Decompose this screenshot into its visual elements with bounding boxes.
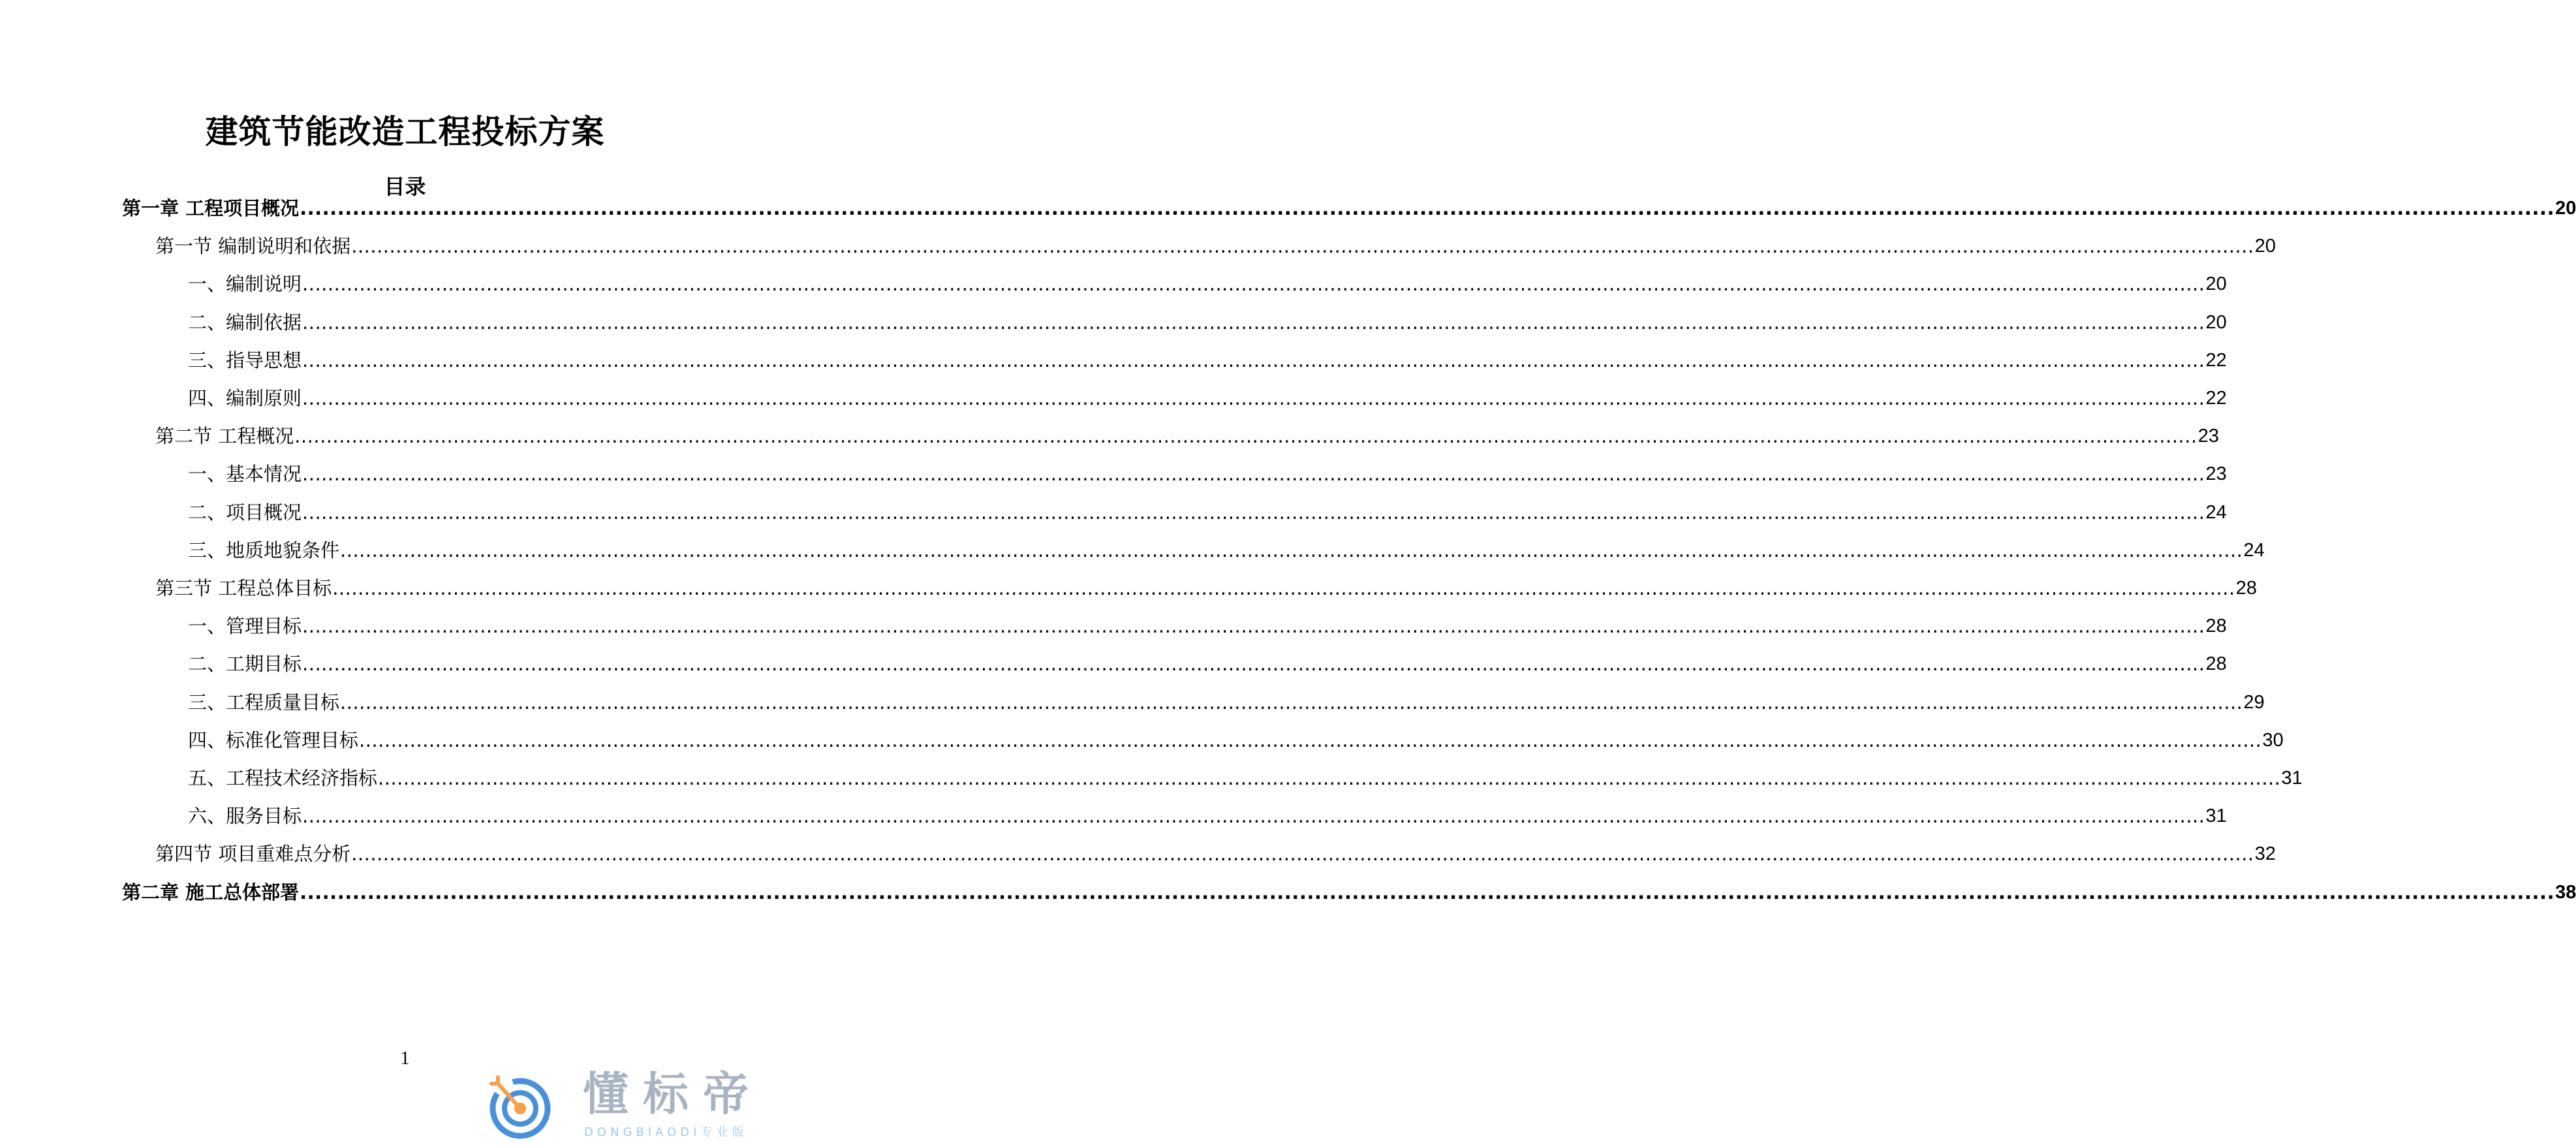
watermark-logo — [486, 1064, 793, 1145]
toc-entry-label: 四、编制原则 — [188, 387, 302, 409]
toc-dot-leader: ............................................................................................................................................................................................................................................................................................................ — [302, 463, 2205, 486]
toc-dot-leader: ............................................................................................................................................................................................................................................................................................................ — [302, 615, 2205, 638]
toc-entry-page: 22 — [2205, 388, 2227, 409]
toc-entry[interactable] — [188, 534, 2265, 563]
toc-entry-label: 第三节 工程总体目标 — [155, 577, 332, 599]
toc-entry-label: 二、编制依据 — [188, 311, 302, 334]
toc-dot-leader: ............................................................................................................................................................................................................................................................................................................ — [302, 349, 2205, 371]
toc-heading: 目录 — [384, 174, 426, 199]
toc-dot-leader: ............................................................................................................................................................................................................................................................................................................ — [351, 843, 2254, 866]
toc-entry-page: 22 — [2205, 349, 2227, 371]
toc-dot-leader: ............................................................................................................................................................................................................................................................................................................ — [302, 387, 2205, 409]
toc-entry-page: 23 — [2205, 463, 2227, 485]
toc-entry[interactable] — [155, 230, 2276, 259]
toc-entry-label: 三、工程质量目标 — [188, 691, 340, 714]
toc-entry-page: 28 — [2205, 653, 2227, 675]
toc-entry-label: 一、管理目标 — [188, 615, 302, 638]
toc-entry[interactable] — [188, 610, 2227, 638]
toc-dot-leader: ............................................................................................................................................................................................................................................................................................................ — [340, 691, 2243, 714]
toc-entry-label: 第二章 施工总体部署 — [122, 881, 300, 903]
toc-entry[interactable] — [188, 724, 2284, 753]
toc-entry[interactable] — [155, 420, 2219, 448]
toc-entry[interactable] — [188, 382, 2227, 411]
toc-entry[interactable] — [188, 458, 2227, 486]
toc-dot-leader: ............................................................................................................................................................................................................................................................................................................ — [302, 273, 2205, 296]
toc-entry[interactable] — [122, 876, 2576, 905]
toc-entry-page: 24 — [2243, 539, 2265, 561]
toc-entry[interactable] — [122, 192, 2576, 221]
toc-entry-label: 第二节 工程概况 — [155, 425, 294, 448]
toc-entry-label: 三、地质地貌条件 — [188, 539, 340, 561]
toc-entry-page: 20 — [2205, 311, 2227, 333]
watermark-brand: 懂标帝 — [583, 1067, 763, 1121]
toc-entry[interactable] — [188, 800, 2227, 828]
target-arrow-icon — [486, 1069, 558, 1141]
toc-dot-leader: ............................................................................................................................................................................................................................................................................................................ — [332, 577, 2235, 599]
toc-dot-leader: ............................................................................................................................................................................................................................................................................................................ — [294, 425, 2197, 448]
toc-dot-leader: ............................................................................................................................................................................................................................................................................................................ — [359, 729, 2262, 751]
toc-entry-label: 五、工程技术经济指标 — [188, 767, 378, 789]
toc-entry-label: 六、服务目标 — [188, 805, 302, 828]
toc-entry[interactable] — [188, 344, 2227, 373]
toc-dot-leader: ............................................................................................................................................................................................................................................................................................................ — [351, 235, 2254, 258]
toc-entry-page: 28 — [2205, 616, 2227, 637]
toc-dot-leader: ............................................................................................................................................................................................................................................................................................................ — [300, 197, 2555, 219]
toc-dot-leader: ............................................................................................................................................................................................................................................................................................................ — [300, 881, 2555, 903]
watermark-tagline: DONGBIAODI专业版 — [584, 1125, 748, 1139]
toc-entry-label: 第四节 项目重难点分析 — [155, 843, 351, 866]
toc-entry[interactable] — [188, 762, 2303, 791]
toc-entry-page: 30 — [2262, 729, 2284, 751]
toc-entry-label: 第一节 编制说明和依据 — [155, 235, 351, 258]
toc-entry-page: 31 — [2281, 768, 2303, 789]
toc-dot-leader: ............................................................................................................................................................................................................................................................................................................ — [302, 653, 2205, 676]
toc-entry-label: 一、基本情况 — [188, 463, 302, 486]
toc-dot-leader: ............................................................................................................................................................................................................................................................................................................ — [302, 501, 2205, 524]
toc-entry-label: 二、工期目标 — [188, 653, 302, 676]
toc-entry-page: 24 — [2205, 501, 2227, 523]
toc-entry-page: 38 — [2555, 881, 2576, 903]
toc-entry[interactable] — [188, 648, 2227, 676]
toc-dot-leader: ............................................................................................................................................................................................................................................................................................................ — [340, 539, 2243, 561]
toc-entry[interactable] — [188, 268, 2227, 296]
toc-entry-page: 20 — [2555, 198, 2576, 219]
toc-entry-page: 20 — [2254, 236, 2276, 257]
toc-entry-label: 二、项目概况 — [188, 501, 302, 524]
toc-entry[interactable] — [188, 686, 2265, 715]
document-title: 建筑节能改造工程投标方案 — [205, 113, 605, 151]
toc-entry-label: 第一章 工程项目概况 — [122, 197, 300, 219]
page-number: 1 — [400, 1048, 410, 1069]
toc-entry[interactable] — [155, 572, 2257, 601]
toc-entry-page: 28 — [2235, 578, 2257, 599]
toc-dot-leader: ............................................................................................................................................................................................................................................................................................................ — [302, 311, 2205, 334]
toc-entry-label: 一、编制说明 — [188, 273, 302, 296]
toc-entry-label: 三、指导思想 — [188, 349, 302, 371]
toc-entry-page: 31 — [2205, 806, 2227, 827]
toc-entry-label: 四、标准化管理目标 — [188, 729, 359, 751]
toc-entry[interactable] — [155, 838, 2276, 866]
toc-dot-leader: ............................................................................................................................................................................................................................................................................................................ — [302, 805, 2205, 828]
toc-dot-leader: ............................................................................................................................................................................................................................................................................................................ — [378, 767, 2281, 789]
toc-entry[interactable] — [188, 306, 2227, 335]
toc-entry-page: 29 — [2243, 691, 2265, 713]
toc-entry-page: 20 — [2205, 274, 2227, 295]
toc-entry-page: 32 — [2254, 843, 2276, 865]
toc-entry[interactable] — [188, 496, 2227, 525]
toc-entry-page: 23 — [2197, 426, 2219, 447]
